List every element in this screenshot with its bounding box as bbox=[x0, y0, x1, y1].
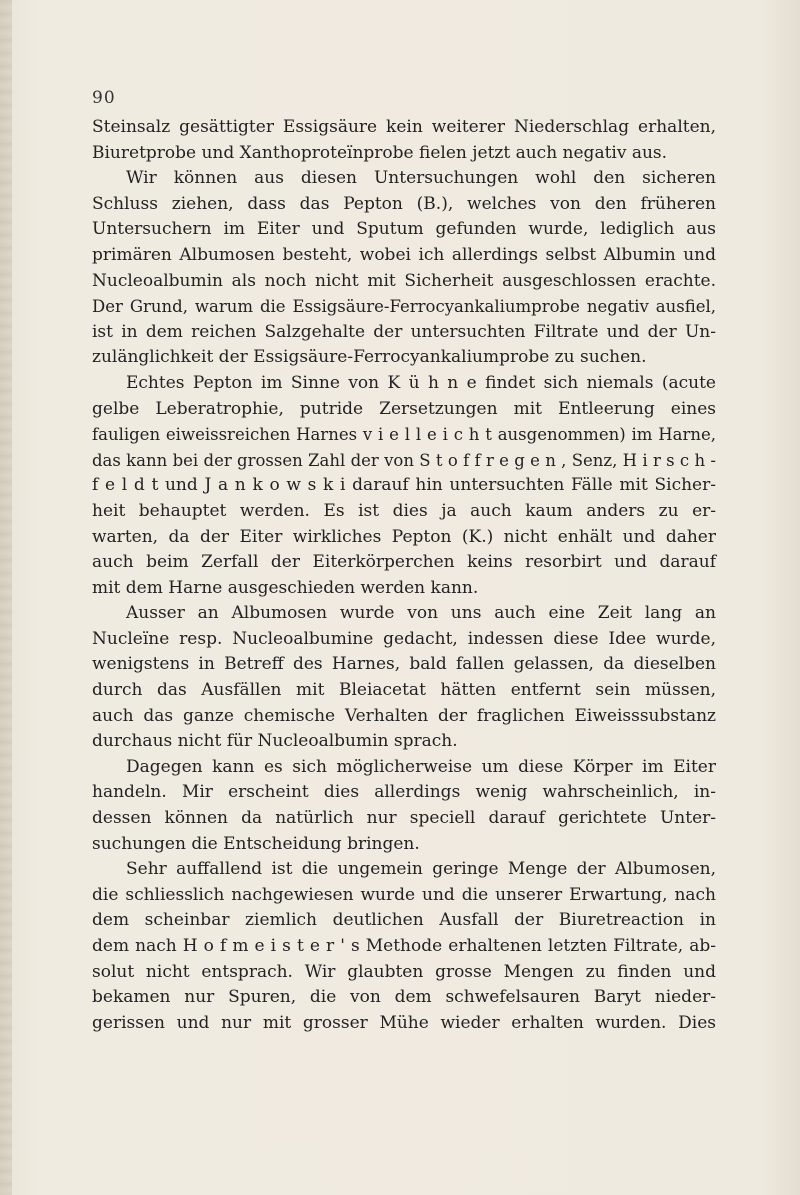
text-line: Steinsalz gesättigter Essigsäure kein weiterer Niederschlag erhalten, bbox=[92, 117, 716, 137]
text-line: Schluss ziehen, dass das Pepton (B.), welches von den früheren bbox=[92, 193, 716, 214]
text-line: gerissen und nur mit grosser Mühe wieder erhalten wurden. Dies bbox=[92, 1012, 716, 1033]
page-binding-edge bbox=[0, 0, 12, 1195]
text-line: dessen können da natürlich nur speciell darauf gerichtete Unter- bbox=[92, 808, 716, 829]
text-line: die schliesslich nachgewiesen wurde und die unserer Erwartung, nach bbox=[92, 884, 716, 905]
text-line: Nucleoalbumin als noch nicht mit Sicherheit ausgeschlossen erachte. bbox=[92, 270, 716, 291]
text-line: ist in dem reichen Salzgehalte der untersuchten Filtrate und der Un- bbox=[92, 321, 716, 342]
text-line: Echtes Pepton im Sinne von K ü h n e findet sich niemals (acute bbox=[126, 372, 716, 393]
text-line: suchungen die Entscheidung bringen. bbox=[92, 833, 420, 854]
page-number: 90 bbox=[92, 88, 116, 108]
text-line: zulänglichkeit der Essigsäure-Ferrocyankaliumprobe zu suchen. bbox=[92, 347, 647, 368]
text-line: Untersuchern im Eiter und Sputum gefunden wurde, lediglich aus bbox=[92, 219, 716, 240]
text-line: das kann bei der grossen Zahl der von S t o f f r e g e n , Senz, H i r s c h - bbox=[92, 450, 716, 470]
text-line: dem scheinbar ziemlich deutlichen Ausfall der Biuretreaction in bbox=[92, 910, 716, 931]
text-line: heit behauptet werden. Es ist dies ja auch kaum anders zu er- bbox=[92, 500, 716, 521]
text-line: solut nicht entsprach. Wir glaubten grosse Mengen zu finden und bbox=[92, 961, 716, 982]
text-line: Biuretprobe und Xanthoproteïnprobe fielen jetzt auch negativ aus. bbox=[92, 142, 668, 163]
text-line: Ausser an Albumosen wurde von uns auch eine Zeit lang an bbox=[126, 603, 716, 624]
text-line: handeln. Mir erscheint dies allerdings wenig wahrscheinlich, in- bbox=[92, 782, 716, 803]
text-line: warten, da der Eiter wirkliches Pepton (K.) nicht enhält und daher bbox=[92, 526, 716, 547]
text-line: wenigstens in Betreff des Harnes, bald fallen gelassen, da dieselben bbox=[92, 654, 716, 675]
text-line: Der Grund, warum die Essigsäure-Ferrocyankaliumprobe negativ ausfiel, bbox=[92, 297, 716, 317]
body-text bbox=[92, 115, 716, 1036]
text-line: Dagegen kann es sich möglicherweise um diese Körper im Eiter bbox=[126, 756, 716, 777]
text-line: durch das Ausfällen mit Bleiacetat hätten entfernt sein müssen, bbox=[92, 680, 716, 701]
text-line: auch das ganze chemische Verhalten der fraglichen Eiweisssubstanz bbox=[92, 705, 716, 726]
text-line: f e l d t und J a n k o w s k i darauf hin untersuchten Fälle mit Sicher- bbox=[92, 475, 716, 496]
text-line: Wir können aus diesen Untersuchungen wohl den sicheren bbox=[126, 168, 716, 189]
text-line: dem nach H o f m e i s t e r ' s Methode erhaltenen letzten Filtrate, ab- bbox=[92, 936, 716, 956]
text-line: bekamen nur Spuren, die von dem schwefelsauren Baryt nieder- bbox=[92, 987, 716, 1008]
text-line: Nucleïne resp. Nucleoalbumine gedacht, indessen diese Idee wurde, bbox=[92, 628, 716, 649]
text-line: durchaus nicht für Nucleoalbumin sprach. bbox=[92, 731, 458, 752]
text-line: primären Albumosen besteht, wobei ich allerdings selbst Albumin und bbox=[92, 244, 716, 265]
text-line: auch beim Zerfall der Eiterkörperchen keins resorbirt und darauf bbox=[92, 552, 716, 573]
text-line: gelbe Leberatrophie, putride Zersetzungen mit Entleerung eines bbox=[92, 398, 716, 419]
text-line: fauligen eiweissreichen Harnes v i e l l e i c h t ausgenommen) im Harne, bbox=[92, 425, 716, 445]
text-line: mit dem Harne ausgeschieden werden kann. bbox=[92, 577, 479, 598]
text-line: Sehr auffallend ist die ungemein geringe Menge der Albumosen, bbox=[126, 859, 716, 880]
